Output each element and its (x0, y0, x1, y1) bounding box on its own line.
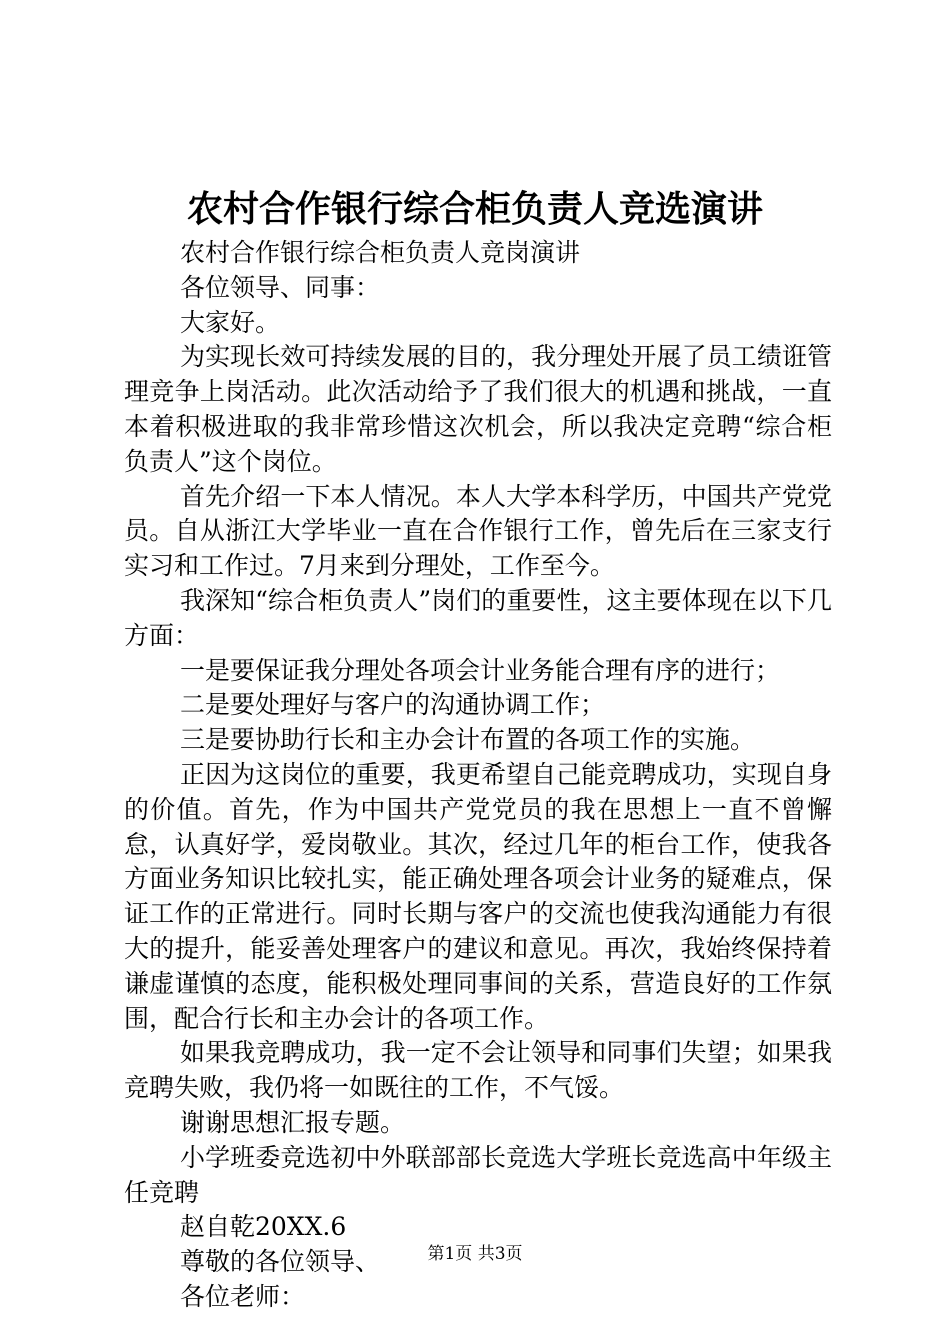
paragraph: 为实现长效可持续发展的目的，我分理处开展了员工绩诳管理竞争上岗活动。此次活动给予了我们很大的机遇和挑战，一直本着积极进取的我非常珍惜这次机会，所以我决定竞聘“综合柜负责人”这个岗位。 (124, 342, 832, 476)
paragraph: 我深知“综合柜负责人”岗们的重要性，这主要体现在以下几方面： (124, 585, 832, 650)
paragraph: 小学班委竞选初中外联部部长竞选大学班长竞选高中年级主任竞聘 (124, 1142, 832, 1207)
paragraph: 三是要协助行长和主办会计布置的各项工作的实施。 (180, 725, 756, 755)
document-body (124, 236, 832, 1315)
paragraph: 农村合作银行综合柜负责人竞岗演讲 (180, 238, 581, 267)
paragraph: 大家好。 (180, 307, 281, 337)
page-number-footer: 第1页 共3页 (427, 1244, 523, 1264)
paragraph: 赵自乾20XX.6 (180, 1212, 347, 1242)
paragraph: 各位老师： (180, 1281, 306, 1311)
paragraph: 如果我竞聘成功，我一定不会让领导和同事们失望；如果我竞聘失败，我仍将一如既往的工作，不气馁。 (124, 1038, 832, 1103)
paragraph: 一是要保证我分理处各项会计业务能合理有序的进行； (180, 655, 781, 685)
paragraph: 二是要处理好与客户的沟通协调工作； (180, 690, 606, 720)
paragraph: 尊敬的各位领导、 (180, 1247, 381, 1277)
paragraph: 正因为这岗位的重要，我更希望自己能竞聘成功，实现自身的价值。首先，作为中国共产党党员的我在思想上一直不曾懈怠，认真好学，爱岗敬业。其次，经过几年的柜台工作，使我各方面业务知识比较扎实，能正确处理各项会计业务的疑难点，保证工作的正常进行。同时长期与客户的交流也使我沟通能力有很大的提升，能妥善处理客户的建议和意见。再次，我始终保持着谦虚谨慎的态度，能积极处理同事间的关系，营造良好的工作氛围，配合行长和主办会计的各项工作。 (124, 759, 832, 1033)
document-title: 农村合作银行综合柜负责人竞选演讲 (186, 188, 763, 230)
paragraph: 各位领导、同事： (180, 272, 381, 302)
paragraph: 谢谢思想汇报专题。 (180, 1107, 406, 1137)
paragraph: 首先介绍一下本人情况。本人大学本科学历，中国共产党党员。自从浙江大学毕业一直在合作银行工作，曾先后在三家支行实习和工作过。7月来到分理处，工作至今。 (124, 481, 832, 581)
